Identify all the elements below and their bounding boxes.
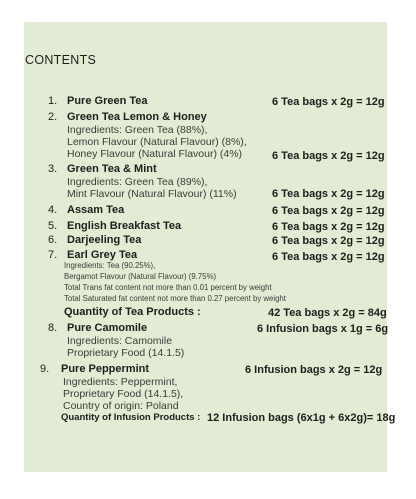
ingredient-line: Ingredients: Peppermint, — [63, 376, 178, 388]
item-name: Darjeeling Tea — [67, 234, 142, 246]
nutrition-note: Total Trans fat content not more than 0.01 percent by weight — [64, 283, 272, 292]
item-number: 4. — [48, 204, 58, 216]
tea-total-value: 42 Tea bags x 2g = 84g — [268, 307, 387, 319]
item-name: Pure Peppermint — [61, 363, 150, 375]
item-name: Green Tea Lemon & Honey — [67, 111, 207, 123]
ingredient-line: Proprietary Food (14.1.5) — [67, 347, 185, 359]
item-number: 1. — [48, 95, 58, 107]
ingredient-line: Proprietary Food (14.1.5), — [63, 388, 184, 400]
item-name: Assam Tea — [67, 204, 125, 216]
contents-heading: CONTENTS — [25, 53, 97, 67]
item-number: 5. — [48, 220, 58, 232]
item-quantity: 6 Tea bags x 2g = 12g — [272, 96, 385, 108]
item-quantity: 6 Tea bags x 2g = 12g — [272, 188, 385, 200]
item-name: Pure Camomile — [67, 322, 148, 334]
ingredient-line: Honey Flavour (Natural Flavour) (4%) — [67, 148, 243, 160]
ingredient-line: Ingredients: Camomile — [67, 335, 173, 347]
item-number: 9. — [40, 363, 50, 375]
ingredient-line: Bergamot Flavour (Natural Flavour) (9.75%) — [64, 272, 217, 281]
ingredient-line: Ingredients: Green Tea (89%), — [67, 176, 208, 188]
item-number: 3. — [48, 163, 58, 175]
item-number: 2. — [48, 111, 58, 123]
nutrition-note: Total Saturated fat content not more than 0.27 percent by weight — [64, 294, 286, 303]
item-name: Pure Green Tea — [67, 95, 148, 107]
ingredient-line: Ingredients: Tea (90.25%), — [64, 261, 156, 270]
item-number: 8. — [48, 322, 58, 334]
ingredient-line: Mint Flavour (Natural Flavour) (11%) — [67, 188, 237, 200]
item-quantity: 6 Tea bags x 2g = 12g — [272, 205, 385, 217]
ingredient-line: Country of origin: Poland — [63, 400, 179, 412]
item-number: 7. — [48, 249, 58, 261]
item-number: 6. — [48, 234, 58, 246]
infusion-total-label: Quantity of Infusion Products : — [61, 412, 201, 423]
item-quantity: 6 Tea bags x 2g = 12g — [272, 221, 385, 233]
item-quantity: 6 Tea bags x 2g = 12g — [272, 235, 385, 247]
item-name: Green Tea & Mint — [67, 163, 157, 175]
item-quantity: 6 Tea bags x 2g = 12g — [272, 251, 385, 263]
ingredient-line: Lemon Flavour (Natural Flavour) (8%), — [67, 136, 247, 148]
item-name: English Breakfast Tea — [67, 220, 182, 232]
item-name: Earl Grey Tea — [67, 249, 138, 261]
item-quantity: 6 Infusion bags x 2g = 12g — [245, 364, 383, 376]
infusion-total-value: 12 Infusion bags (6x1g + 6x2g)= 18g — [207, 412, 396, 424]
tea-total-label: Quantity of Tea Products : — [64, 306, 201, 318]
item-quantity: 6 Tea bags x 2g = 12g — [272, 150, 385, 162]
ingredient-line: Ingredients: Green Tea (88%), — [67, 124, 208, 136]
item-quantity: 6 Infusion bags x 1g = 6g — [257, 323, 389, 335]
